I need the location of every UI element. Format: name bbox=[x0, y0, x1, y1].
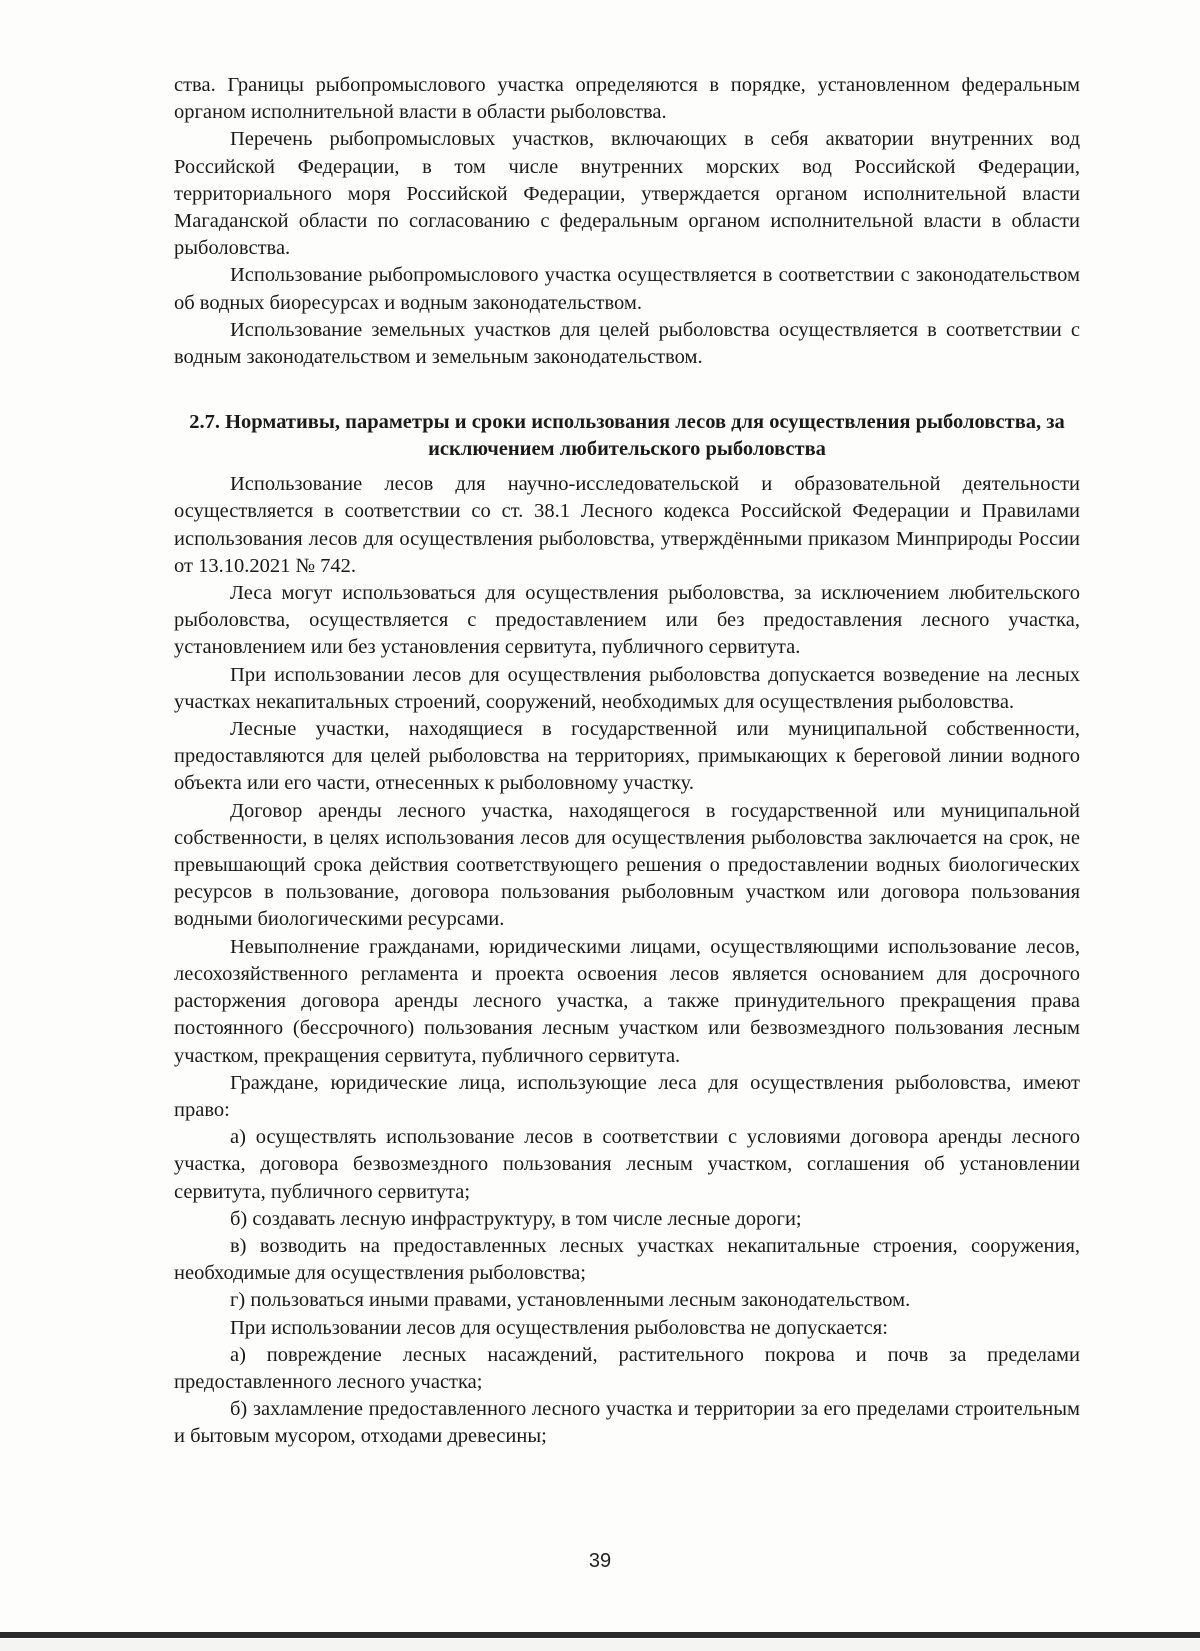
paragraph: При использовании лесов для осуществления рыболовства не допускается: bbox=[230, 1316, 888, 1339]
list-item: б) захламление предоставленного лесного участка и территории за его пределами строительным и бытовым мусором, отходами древесины; bbox=[174, 1398, 1080, 1448]
list-item: г) пользоваться иными правами, установленными лесным законодательством. bbox=[230, 1289, 911, 1312]
paragraph: Лесные участки, находящиеся в государственной или муниципальной собственности, предоставляются для целей рыболовства на территориях, примыкающих к береговой линии водного объекта или его части, отнесенных к рыболовному участку. bbox=[174, 718, 1080, 795]
section-heading: 2.7. Нормативы, параметры и сроки использования лесов для осуществления рыболовства, за исключением любительского рыболовства bbox=[189, 411, 1065, 461]
page-number: 39 bbox=[588, 1550, 612, 1572]
list-item: а) повреждение лесных насаждений, растительного покрова и почв за пределами предоставленного лесного участка; bbox=[174, 1343, 1080, 1393]
paragraph: Граждане, юридические лица, использующие леса для осуществления рыболовства, имеют право: bbox=[174, 1071, 1080, 1121]
paragraph: Использование лесов для научно-исследовательской и образовательной деятельности осуществляется в соответствии со ст. 38.1 Лесного кодекса Российской Федерации и Правилами использования лесов для осуществления рыболовства, утверждёнными приказом Минприроды России от 13.10.2021 № 742. bbox=[174, 473, 1080, 577]
document-body bbox=[174, 72, 1080, 1451]
paragraph: Использование рыбопромыслового участка осуществляется в соответствии с законодательством об водных биоресурсах и водным законодательством. bbox=[174, 264, 1080, 314]
scan-edge-bar bbox=[0, 1632, 1200, 1638]
paragraph: Договор аренды лесного участка, находящегося в государственной или муниципальной собственности, в целях использования лесов для осуществления рыболовства заключается на срок, не превышающий срока действия соответствующего решения о предоставлении водных биологических ресурсов в пользование, договора пользования рыболовным участком или договора пользования водными биологическими ресурсами. bbox=[174, 799, 1080, 931]
paragraph: Невыполнение гражданами, юридическими лицами, осуществляющими использование лесов, лесохозяйственного регламента и проекта освоения лесов является основанием для досрочного расторжения договора аренды лесного участка, а также принудительного прекращения права постоянного (бессрочного) пользования лесным участком или безвозмездного пользования лесным участком, прекращения сервитута, публичного сервитута. bbox=[174, 935, 1080, 1067]
scan-margin bbox=[0, 1639, 1200, 1651]
paragraph: Леса могут использоваться для осуществления рыболовства, за исключением любительского рыболовства, осуществляется с предоставлением или без предоставления лесного участка, установлением или без установления сервитута, публичного сервитута. bbox=[174, 582, 1080, 659]
list-item: в) возводить на предоставленных лесных участках некапитальные строения, сооружения, необходимые для осуществления рыболовства; bbox=[174, 1234, 1080, 1285]
paragraph: Использование земельных участков для целей рыболовства осуществляется в соответствии с водным законодательством и земельным законодательством. bbox=[174, 318, 1080, 369]
paragraph: При использовании лесов для осуществления рыболовства допускается возведение на лесных участках некапитальных строений, сооружений, необходимых для осуществления рыболовства. bbox=[174, 663, 1080, 713]
list-item: б) создавать лесную инфраструктуру, в том числе лесные дороги; bbox=[230, 1207, 802, 1230]
list-item: а) осуществлять использование лесов в соответствии с условиями договора аренды лесного участка, договора безвозмездного пользования лесным участком, соглашения об установлении сервитута, публичного сервитута; bbox=[174, 1126, 1080, 1203]
paragraph: Перечень рыбопромысловых участков, включающих в себя акватории внутренних вод Российской Федерации, в том числе внутренних морских вод Российской Федерации, территориального моря Российской Федерации, утверждается органом исполнительной власти Магаданской области по согласованию с федеральным органом исполнительной власти в области рыболовства. bbox=[174, 128, 1080, 260]
paragraph-continuation: ства. Границы рыбопромыслового участка определяются в порядке, установленном федеральным органом исполнительной власти в области рыболовства. bbox=[174, 74, 1080, 124]
